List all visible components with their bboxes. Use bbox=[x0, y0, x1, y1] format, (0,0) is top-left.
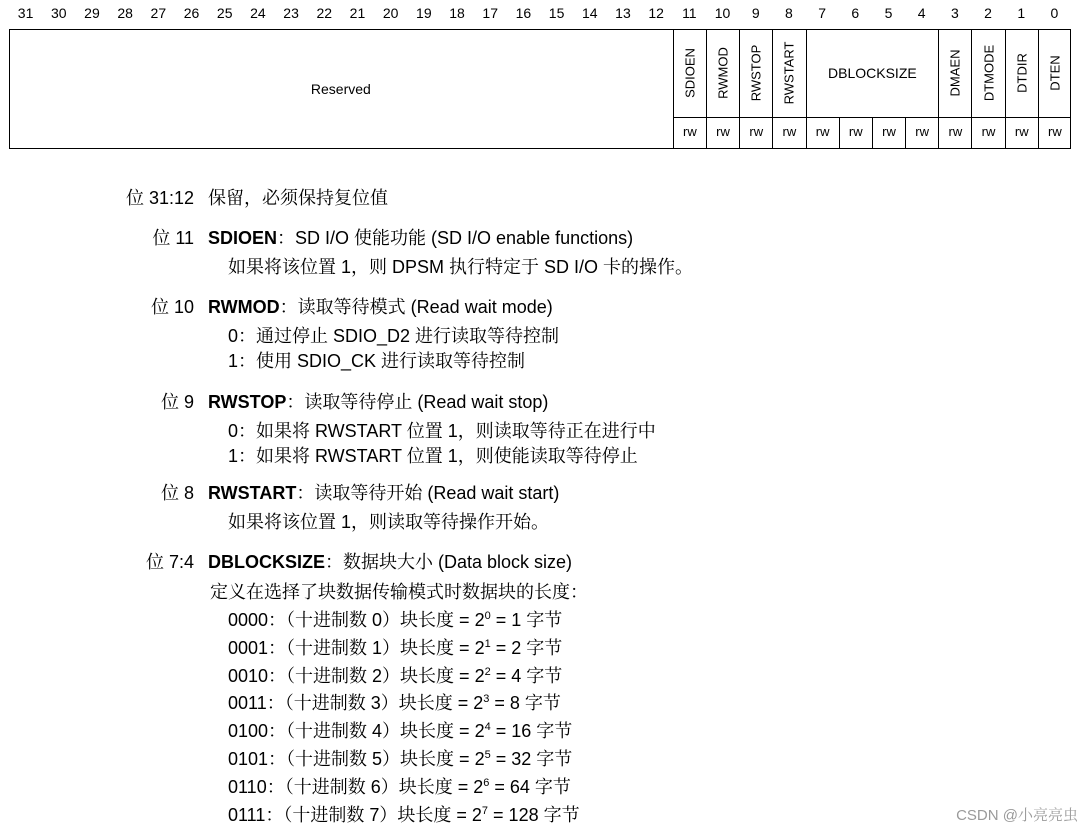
field-title: ：读取等待模式 (Read wait mode) bbox=[279, 297, 553, 317]
bit-number: 3 bbox=[950, 5, 959, 21]
entry-desc: （十进制数 1）块长度 = 2 bbox=[286, 637, 485, 658]
entry-code: 0100： bbox=[228, 721, 287, 742]
field-title: ：数据块大小 (Data block size) bbox=[325, 552, 573, 572]
entry-code: 0111： bbox=[228, 804, 284, 825]
access-rw: rw bbox=[872, 118, 905, 148]
entry-value: = 2 字节 bbox=[490, 637, 563, 658]
bit-number: 26 bbox=[183, 5, 200, 21]
access-rw: rw bbox=[839, 118, 872, 148]
field-dten bbox=[1038, 29, 1071, 117]
bit-number: 18 bbox=[449, 5, 465, 21]
bit-position: 位 7:4 bbox=[145, 552, 194, 572]
bit-number: 25 bbox=[216, 5, 233, 21]
bit-number: 27 bbox=[150, 5, 167, 21]
access-rw: rw bbox=[1038, 118, 1071, 148]
field-dtdir bbox=[1005, 29, 1038, 117]
field-dblocksize bbox=[806, 29, 939, 117]
bit-number: 30 bbox=[50, 5, 67, 21]
entry-exponent: 3 bbox=[483, 693, 490, 706]
field-label: DMAEN bbox=[947, 49, 963, 97]
field-label: DBLOCKSIZE bbox=[828, 65, 917, 81]
field-label: SDIOEN bbox=[682, 48, 698, 98]
entry-desc: （十进制数 5）块长度 = 2 bbox=[286, 749, 485, 769]
desc-line: 1：使用 SDIO_CK 进行读取等待控制 bbox=[228, 351, 526, 371]
desc-intro: 定义在选择了块数据传输模式时数据块的长度： bbox=[210, 582, 588, 602]
entry-code: 0101： bbox=[228, 749, 287, 769]
entry-code: 0001： bbox=[228, 637, 287, 658]
desc-line: 1：如果将 RWSTART 位置 1，则使能读取等待停止 bbox=[228, 446, 638, 466]
bit-position: 位 10 bbox=[150, 297, 194, 317]
bit-text: 保留，必须保持复位值 bbox=[208, 188, 388, 208]
desc-line: 0：通过停止 SDIO_D2 进行读取等待控制 bbox=[228, 326, 560, 346]
field-name: DBLOCKSIZE bbox=[208, 552, 325, 572]
bit-position: 位 11 bbox=[152, 228, 194, 248]
bit-number: 8 bbox=[785, 5, 793, 21]
field-reserved bbox=[9, 29, 673, 149]
block-size-entry bbox=[228, 803, 580, 827]
field-sdioen bbox=[673, 29, 706, 117]
entry-code: 0110： bbox=[228, 776, 285, 797]
desc-line: 如果将该位置 1，则读取等待操作开始。 bbox=[228, 512, 550, 532]
bit-number: 6 bbox=[851, 5, 860, 21]
access-rw: rw bbox=[938, 118, 971, 148]
bit-number: 12 bbox=[648, 5, 664, 21]
field-label: RWSTOP bbox=[748, 44, 764, 102]
bit-position: 位 9 bbox=[160, 392, 194, 412]
entry-exponent: 1 bbox=[484, 637, 491, 650]
bit-number: 4 bbox=[917, 5, 926, 21]
entry-value: = 8 字节 bbox=[489, 693, 561, 714]
field-label: RWMOD bbox=[715, 47, 731, 99]
bit-number: 19 bbox=[416, 5, 432, 21]
block-size-entry bbox=[228, 719, 572, 743]
field-rwstop bbox=[739, 29, 772, 117]
bit-number: 23 bbox=[283, 5, 299, 21]
watermark: CSDN @小亮亮虫 bbox=[956, 807, 1078, 824]
bit-number: 21 bbox=[349, 5, 366, 21]
entry-desc: （十进制数 7）块长度 = 2 bbox=[283, 804, 482, 825]
entry-value: = 32 字节 bbox=[490, 749, 573, 769]
field-dtmode bbox=[971, 29, 1004, 117]
access-rw: rw bbox=[673, 118, 706, 148]
field-label: RWSTART bbox=[781, 41, 797, 105]
bit-number-header bbox=[9, 5, 1071, 27]
field-label: DTDIR bbox=[1014, 53, 1030, 93]
bit-number: 24 bbox=[250, 5, 266, 21]
bit-number: 9 bbox=[751, 5, 760, 21]
access-rw: rw bbox=[772, 118, 805, 148]
entry-exponent: 4 bbox=[484, 721, 491, 734]
register-bit-table bbox=[9, 29, 1071, 149]
entry-desc: （十进制数 2）块长度 = 2 bbox=[286, 665, 485, 686]
entry-code: 0011： bbox=[228, 693, 285, 714]
access-rw: rw bbox=[739, 118, 772, 148]
entry-value: = 16 字节 bbox=[490, 721, 573, 742]
block-size-entry bbox=[228, 775, 571, 799]
entry-value: = 64 字节 bbox=[489, 776, 571, 797]
entry-desc: （十进制数 4）块长度 = 2 bbox=[286, 721, 485, 742]
access-rw: rw bbox=[905, 118, 938, 148]
field-title: ：读取等待开始 (Read wait start) bbox=[296, 483, 560, 503]
block-size-entry bbox=[228, 608, 562, 632]
access-rw: rw bbox=[806, 118, 839, 148]
bit-number: 28 bbox=[117, 5, 133, 21]
bit-number: 13 bbox=[615, 5, 631, 21]
field-label: Reserved bbox=[310, 81, 371, 97]
block-size-entry bbox=[228, 636, 562, 660]
field-dmaen bbox=[938, 29, 971, 117]
bit-number: 15 bbox=[548, 5, 565, 21]
bit-position: 位 8 bbox=[160, 483, 194, 503]
desc-line: 0：如果将 RWSTART 位置 1，则读取等待正在进行中 bbox=[228, 421, 656, 441]
field-name: SDIOEN bbox=[208, 228, 278, 248]
access-rw: rw bbox=[971, 118, 1004, 148]
field-title: ：SD I/O 使能功能 (SD I/O enable functions) bbox=[277, 228, 634, 248]
entry-exponent: 0 bbox=[484, 610, 491, 622]
field-name: RWSTOP bbox=[208, 392, 287, 412]
bit-number: 5 bbox=[884, 5, 893, 21]
bit-number: 11 bbox=[682, 5, 697, 21]
entry-exponent: 2 bbox=[484, 665, 491, 678]
entry-desc: （十进制数 6）块长度 = 2 bbox=[284, 776, 484, 797]
entry-value: = 4 字节 bbox=[490, 665, 563, 686]
field-label: DTMODE bbox=[981, 44, 997, 102]
field-label: DTEN bbox=[1047, 55, 1063, 91]
entry-value: = 128 字节 bbox=[488, 804, 580, 825]
field-name: RWSTART bbox=[208, 483, 297, 503]
block-size-entry bbox=[228, 691, 561, 715]
field-name: RWMOD bbox=[208, 297, 280, 317]
block-size-entry bbox=[228, 664, 562, 688]
bit-number: 17 bbox=[482, 5, 498, 21]
entry-exponent: 5 bbox=[484, 749, 491, 761]
field-rwmod bbox=[706, 29, 739, 117]
entry-exponent: 6 bbox=[483, 776, 490, 789]
bit-position: 位 31:12 bbox=[125, 188, 194, 208]
entry-value: = 1 字节 bbox=[490, 610, 563, 630]
bit-number: 0 bbox=[1050, 5, 1059, 21]
entry-desc: （十进制数 3）块长度 = 2 bbox=[284, 693, 484, 714]
block-size-entry bbox=[228, 747, 572, 771]
access-rw: rw bbox=[1005, 118, 1038, 148]
bit-number: 16 bbox=[515, 5, 532, 21]
entry-exponent: 7 bbox=[481, 804, 489, 817]
bit-number: 31 bbox=[17, 5, 34, 21]
bit-number: 2 bbox=[984, 5, 992, 21]
bit-number: 20 bbox=[382, 5, 399, 21]
bit-number: 22 bbox=[316, 5, 333, 21]
entry-code: 0010： bbox=[228, 665, 287, 686]
bit-number: 14 bbox=[581, 5, 598, 21]
field-title: ：读取等待停止 (Read wait stop) bbox=[286, 392, 549, 412]
bit-number: 10 bbox=[714, 5, 731, 21]
bit-number: 1 bbox=[1017, 5, 1026, 21]
bit-number: 7 bbox=[818, 5, 826, 21]
bit-number: 29 bbox=[84, 5, 100, 21]
entry-code: 0000： bbox=[228, 610, 287, 630]
access-rw: rw bbox=[706, 118, 739, 148]
entry-desc: （十进制数 0）块长度 = 2 bbox=[286, 610, 485, 630]
desc-line: 如果将该位置 1，则 DPSM 执行特定于 SD I/O 卡的操作。 bbox=[228, 257, 694, 277]
field-rwstart bbox=[772, 29, 805, 117]
